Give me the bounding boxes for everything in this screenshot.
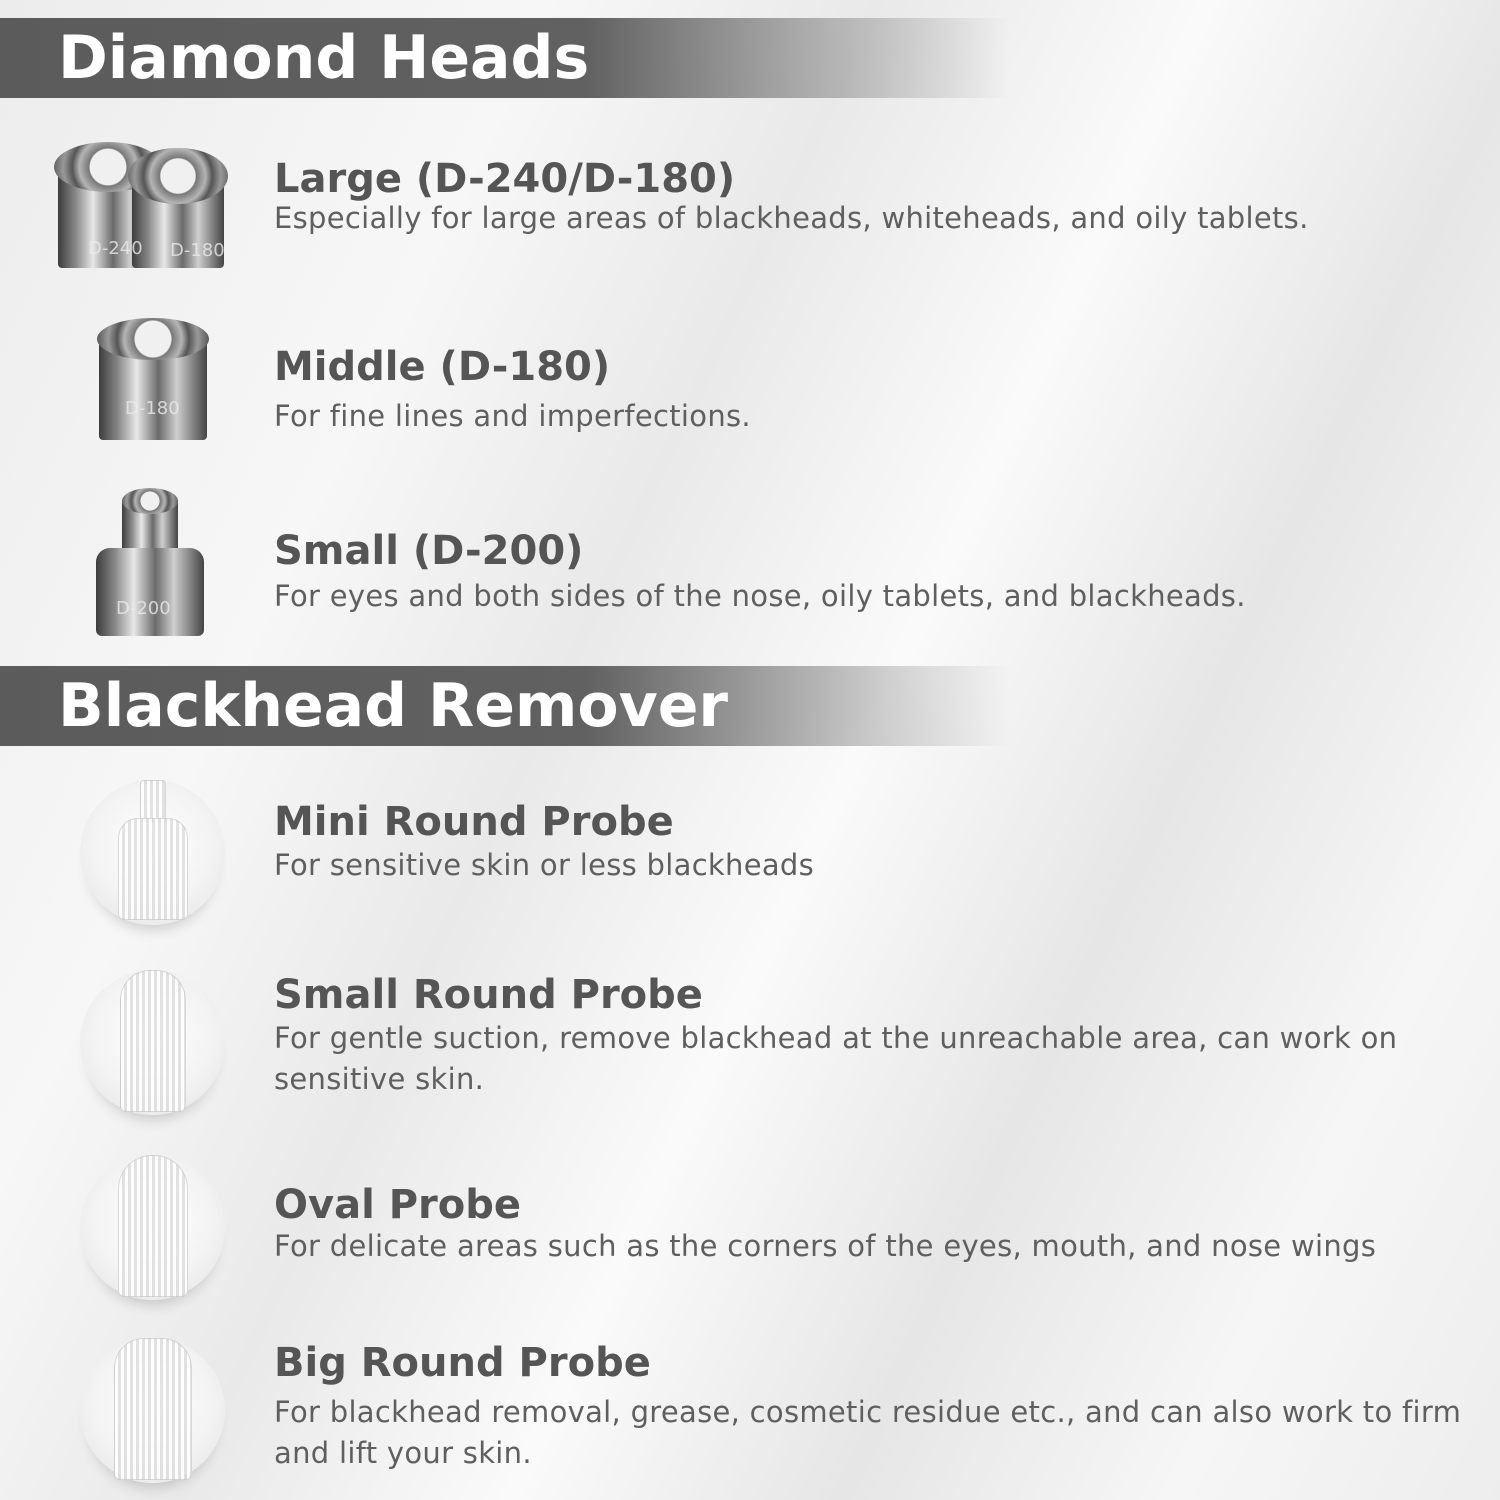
item-large-diamond-head xyxy=(0,138,1500,278)
item-description: For blackhead removal, grease, cosmetic residue etc., and can also work to firm and lift your skin. xyxy=(274,1395,1462,1470)
item-description: For gentle suction, remove blackhead at the unreachable area, can work on sensitive skin. xyxy=(274,1021,1398,1096)
item-description: Especially for large areas of blackheads, whiteheads, and oily tablets. xyxy=(274,201,1309,235)
item-title: Mini Round Probe xyxy=(274,799,674,845)
section-heading: Diamond Heads xyxy=(58,23,590,93)
item-title: Big Round Probe xyxy=(274,1340,651,1386)
probe-big-round-image xyxy=(80,1338,225,1483)
probe-mini-round-image xyxy=(80,780,225,925)
item-description: For delicate areas such as the corners of the eyes, mouth, and nose wings xyxy=(274,1229,1377,1263)
item-description: For eyes and both sides of the nose, oily tablets, and blackheads. xyxy=(274,579,1246,613)
probe-oval-image xyxy=(80,1155,225,1300)
item-title: Middle (D-180) xyxy=(274,344,611,390)
item-middle-diamond-head xyxy=(0,318,1500,448)
section-banner-diamond-heads xyxy=(0,18,1010,98)
item-title: Small Round Probe xyxy=(274,972,703,1018)
item-big-round-probe xyxy=(0,1318,1500,1500)
item-title: Large (D-240/D-180) xyxy=(274,156,736,202)
item-title: Small (D-200) xyxy=(274,528,584,574)
item-title: Oval Probe xyxy=(274,1182,521,1228)
item-small-round-probe xyxy=(0,950,1500,1120)
probe-small-round-image xyxy=(80,970,225,1115)
item-oval-probe xyxy=(0,1140,1500,1310)
item-mini-round-probe xyxy=(0,765,1500,925)
section-banner-blackhead-remover xyxy=(0,666,1010,746)
item-description: For sensitive skin or less blackheads xyxy=(274,848,815,882)
item-small-diamond-head xyxy=(0,488,1500,638)
item-description: For fine lines and imperfections. xyxy=(274,399,751,433)
diamond-head-small-image: D-200 xyxy=(92,488,212,638)
diamond-head-large-image: D-240 D-180 xyxy=(50,138,265,278)
section-heading: Blackhead Remover xyxy=(58,671,729,741)
diamond-head-middle-image: D-180 xyxy=(95,318,215,446)
